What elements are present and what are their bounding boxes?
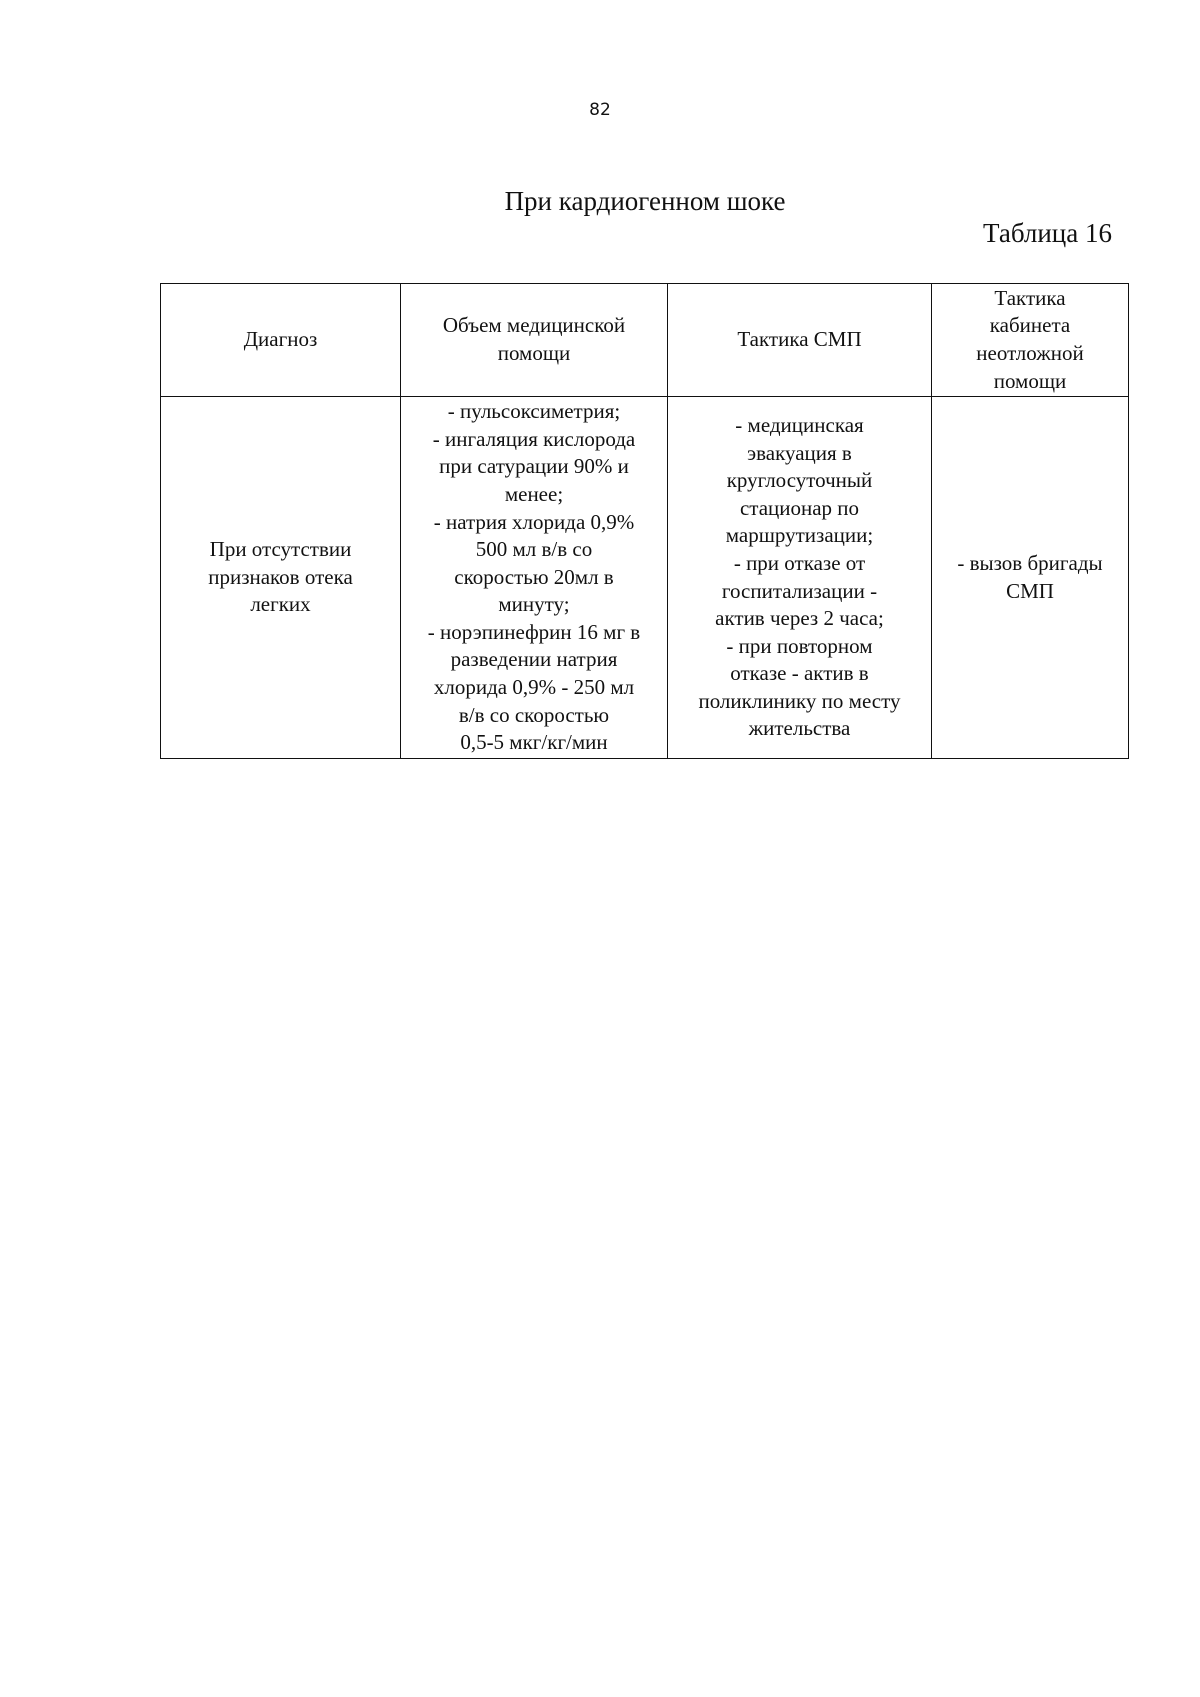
cell-emergency-tactics-text: - медицинская эвакуация в круглосуточный стационар по маршрутизации; - при отказе от госпитализации - актив через 2 часа; - при повторном отказе - актив в поликлинику по месту жительства [698,412,901,741]
cell-urgent-care-office-tactics-text: - вызов бригады СМП [957,550,1103,603]
header-urgent-care-office-tactics-text: Тактика кабинета неотложной помощи [976,285,1084,393]
header-care-volume [401,284,668,397]
header-diagnosis [161,284,401,397]
cell-diagnosis [161,397,401,759]
header-emergency-tactics-text: Тактика СМП [737,327,862,352]
cell-urgent-care-office-tactics [932,397,1129,759]
header-diagnosis-text: Диагноз [243,327,318,352]
table-label: Таблица 16 [983,218,1112,248]
section-title: При кардиогенном шоке [504,186,786,216]
cell-emergency-tactics [668,397,932,759]
table-row [161,397,1129,759]
cell-care-volume [401,397,668,759]
cell-diagnosis-text: При отсутствии признаков отека легких [208,537,353,617]
header-urgent-care-office-tactics [932,284,1129,397]
header-care-volume-text: Объем медицинской помощи [442,313,626,365]
cell-care-volume-text: - пульсоксиметрия; - ингаляция кислорода при сатурации 90% и менее; - натрия хлорида 0,9% 500 мл в/в со скоростью 20мл в минуту; - норэпинефрин 16 мг в разведении натрия хлорида 0,9% - 250 мл в/в со скоростью 0,5-5 мкг/кг/мин [427,399,641,755]
table-header-row [161,284,1129,397]
header-emergency-tactics [668,284,932,397]
page-number: 82 [589,100,611,120]
tactics-table [160,283,1129,759]
